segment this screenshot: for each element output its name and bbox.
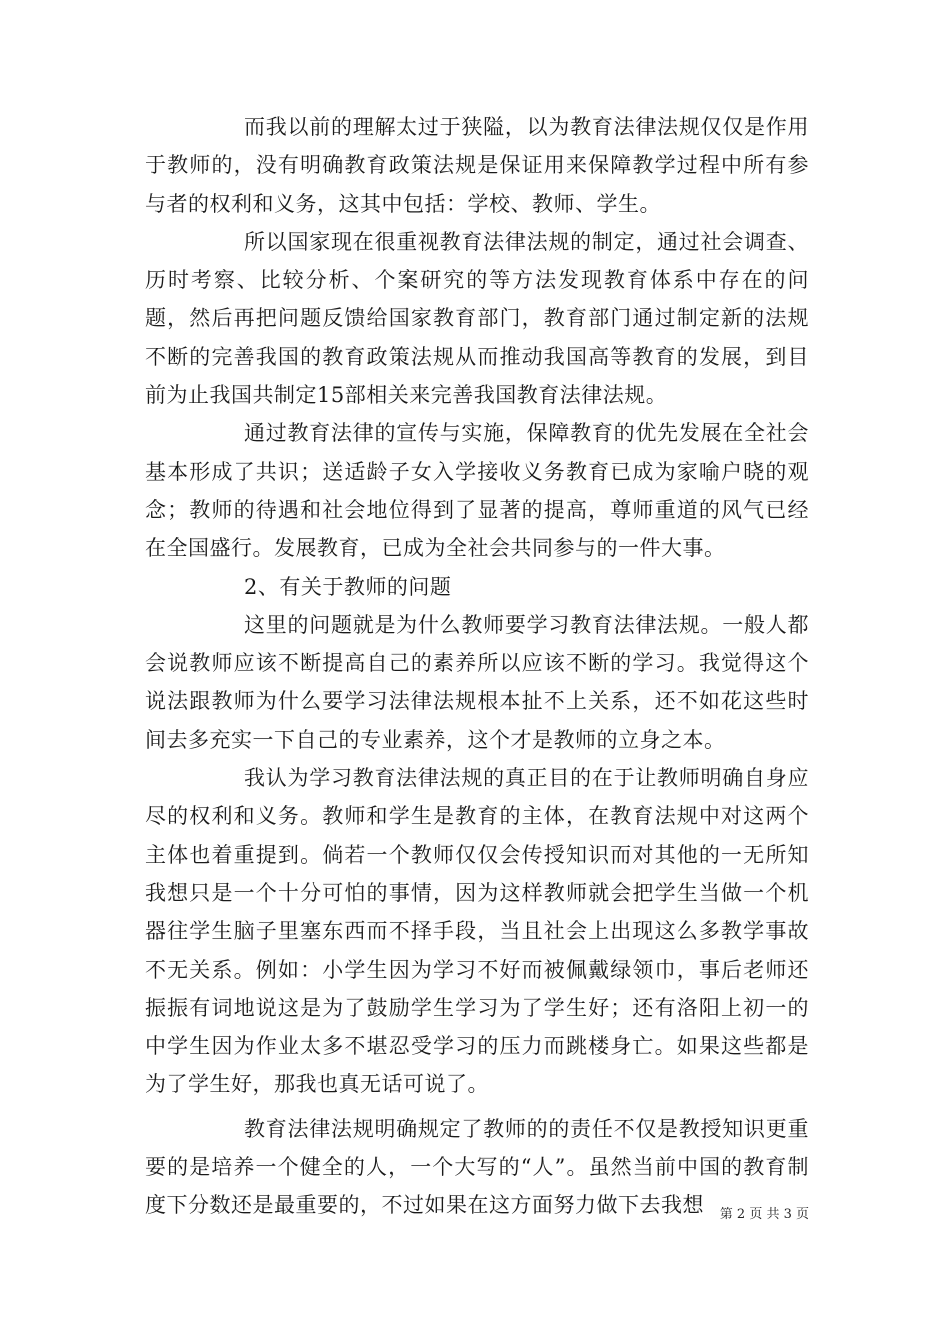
page-number-footer: 第 2 页 共 3 页 — [719, 1207, 809, 1222]
paragraph-why-learn: 这里的问题就是为什么教师要学习教育法律法规。一般人都会说教师应该不断提高自己的素养所以应该不断的学习。我觉得这个说法跟教师为什么要学习法律法规根本扯不上关系，还不如花这些时间去多充实一下自己的专业素养，这个才是教师的立身之本。 — [145, 612, 809, 752]
paragraph-understanding: 而我以前的理解太过于狭隘，以为教育法律法规仅仅是作用于教师的，没有明确教育政策法规是保证用来保障教学过程中所有参与者的权利和义务，这其中包括：学校、教师、学生。 — [145, 115, 809, 216]
section-heading-teacher-issues: 2、有关于教师的问题 — [244, 574, 452, 599]
paragraph-legislation: 所以国家现在很重视教育法律法规的制定，通过社会调查、历时考察、比较分析、个案研究的等方法发现教育体系中存在的问题，然后再把问题反馈给国家教育部门，教育部门通过制定新的法规不断的完善我国的教育政策法规从而推动我国高等教育的发展，到目前为止我国共制定15部相关来完善我国教育法律法规。 — [145, 229, 809, 408]
document-body — [145, 108, 809, 1225]
paragraph-responsibility: 教育法律法规明确规定了教师的的责任不仅是教授知识更重要的是培养一个健全的人，一个大写的“人”。虽然当前中国的教育制度下分数还是最重要的，不过如果在这方面努力做下去我想 — [145, 1116, 809, 1218]
paragraph-implementation: 通过教育法律的宣传与实施，保障教育的优先发展在全社会基本形成了共识；送适龄子女入学接收义务教育已成为家喻户晓的观念；教师的待遇和社会地位得到了显著的提高，尊师重道的风气已经在全国盛行。发展教育，已成为全社会共同参与的一件大事。 — [145, 421, 809, 561]
paragraph-rights-duties: 我认为学习教育法律法规的真正目的在于让教师明确自身应尽的权利和义务。教师和学生是教育的主体，在教育法规中对这两个主体也着重提到。倘若一个教师仅仅会传授知识而对其他的一无所知我想只是一个十分可怕的事情，因为这样教师就会把学生当做一个机器往学生脑子里塞东西而不择手段，当且社会上出现这么多教学事故不无关系。例如：小学生因为学习不好而被佩戴绿领巾，事后老师还振振有词地说这是为了鼓励学生学习为了学生好；还有洛阳上初一的中学生因为作业太多不堪忍受学习的压力而跳楼身亡。如果这些都是为了学生好，那我也真无话可说了。 — [145, 766, 809, 1097]
